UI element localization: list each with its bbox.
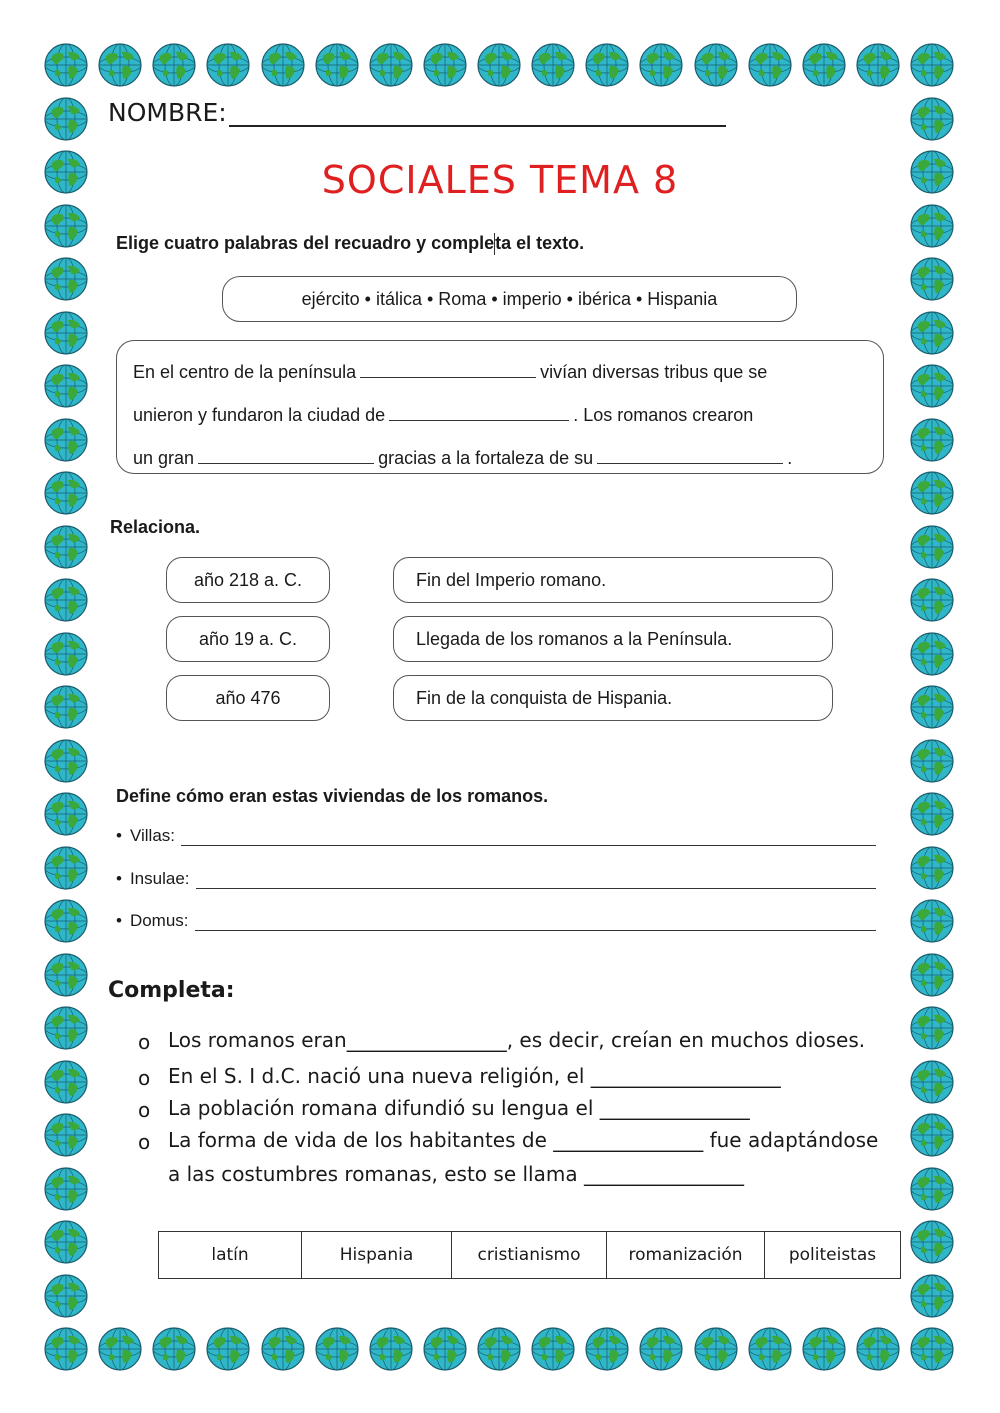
word-bank-text: ejército • itálica • Roma • imperio • ibérica • Hispania (301, 288, 718, 309)
event-pill-1[interactable]: Fin del Imperio romano. (393, 557, 833, 603)
globe-icon (97, 42, 143, 88)
word-bank-cell[interactable]: cristianismo (452, 1232, 607, 1279)
globe-icon (909, 738, 955, 784)
globe-icon (693, 1326, 739, 1372)
globe-icon (693, 42, 739, 88)
globe-icon (909, 1112, 955, 1158)
globe-icon (43, 470, 89, 516)
sentence-1[interactable]: Los romanos eran________________, es decir, creían en muchos dioses. (168, 1028, 866, 1052)
globe-icon (909, 1326, 955, 1372)
bullet-4: o (138, 1130, 151, 1154)
globe-icon (909, 203, 955, 249)
bullet-3: o (138, 1098, 151, 1122)
section4-title: Completa: (108, 978, 235, 1003)
globe-icon (205, 42, 251, 88)
globe-icon (638, 42, 684, 88)
globe-icon (855, 1326, 901, 1372)
section2-instruction: Relaciona. (110, 517, 201, 537)
text-line-3: un gran gracias a la fortaleza de su . (133, 437, 867, 480)
globe-icon (151, 42, 197, 88)
page-title: SOCIALES TEMA 8 (321, 158, 679, 202)
globe-icon (43, 1059, 89, 1105)
globe-icon (43, 363, 89, 409)
globe-icon (43, 42, 89, 88)
globe-icon (43, 1166, 89, 1212)
globe-icon (909, 1219, 955, 1265)
define-row-insulae: • Insulae: (116, 869, 876, 889)
globe-icon (43, 1326, 89, 1372)
globe-icon (909, 684, 955, 730)
define-row-domus: • Domus: (116, 911, 876, 931)
globe-icon (801, 1326, 847, 1372)
globe-icon (43, 791, 89, 837)
globe-icon (909, 417, 955, 463)
globe-icon (422, 1326, 468, 1372)
globe-icon (909, 577, 955, 623)
globe-icon (43, 577, 89, 623)
date-pill-3[interactable]: año 476 (166, 675, 330, 721)
globe-icon (43, 256, 89, 302)
globe-icon (43, 631, 89, 677)
event-pill-3[interactable]: Fin de la conquista de Hispania. (393, 675, 833, 721)
globe-icon (97, 1326, 143, 1372)
globe-icon (260, 1326, 306, 1372)
globe-icon (368, 1326, 414, 1372)
globe-icon (909, 470, 955, 516)
globe-icon (909, 1273, 955, 1319)
globe-icon (422, 42, 468, 88)
globe-icon (476, 42, 522, 88)
globe-icon (43, 952, 89, 998)
text-line-2: unieron y fundaron la ciudad de . Los romanos crearon (133, 394, 867, 437)
globe-icon (909, 631, 955, 677)
date-pill-2[interactable]: año 19 a. C. (166, 616, 330, 662)
bullet-1: o (138, 1030, 151, 1054)
globe-icon (43, 96, 89, 142)
globe-icon (43, 898, 89, 944)
globe-icon (747, 42, 793, 88)
globe-icon (43, 310, 89, 356)
globe-icon (909, 42, 955, 88)
word-bank-cell[interactable]: latín (159, 1232, 302, 1279)
word-bank-table (158, 1231, 901, 1279)
word-bank-cell[interactable]: romanización (607, 1232, 765, 1279)
blank-1[interactable] (360, 359, 536, 378)
name-field[interactable] (108, 98, 726, 127)
globe-icon (909, 845, 955, 891)
globe-icon (909, 96, 955, 142)
globe-icon (43, 1005, 89, 1051)
globe-icon (205, 1326, 251, 1372)
word-bank-row (159, 1232, 901, 1279)
globe-icon (909, 791, 955, 837)
globe-icon (530, 42, 576, 88)
globe-icon (909, 1005, 955, 1051)
text-line-1: En el centro de la península vivían diversas tribus que se (133, 351, 867, 394)
globe-icon (909, 363, 955, 409)
globe-icon (855, 42, 901, 88)
word-bank-box (222, 276, 797, 322)
bullet-2: o (138, 1066, 151, 1090)
fill-text-box (116, 340, 884, 474)
globe-icon (43, 1112, 89, 1158)
globe-icon (530, 1326, 576, 1372)
blank-4[interactable] (597, 445, 783, 464)
sentence-4[interactable]: La forma de vida de los habitantes de _______________ fue adaptándose (168, 1128, 879, 1152)
globe-icon (314, 42, 360, 88)
globe-icon (260, 42, 306, 88)
name-label: NOMBRE: (108, 98, 227, 127)
globe-icon (638, 1326, 684, 1372)
sentence-2[interactable]: En el S. I d.C. nació una nueva religión, el ___________________ (168, 1064, 781, 1088)
sentence-3[interactable]: La población romana difundió su lengua el _______________ (168, 1096, 750, 1120)
define-line-villas[interactable] (181, 829, 876, 846)
globe-icon (43, 684, 89, 730)
globe-icon (43, 203, 89, 249)
sentence-4-cont[interactable]: a las costumbres romanas, esto se llama ________________ (168, 1162, 744, 1186)
globe-icon (909, 256, 955, 302)
section3-instruction: Define cómo eran estas viviendas de los romanos. (116, 786, 549, 806)
globe-icon (801, 42, 847, 88)
globe-icon (584, 42, 630, 88)
globe-icon (151, 1326, 197, 1372)
define-row-villas: • Villas: (116, 826, 876, 846)
globe-icon (43, 1219, 89, 1265)
word-bank-cell[interactable]: Hispania (302, 1232, 452, 1279)
globe-icon (43, 845, 89, 891)
globe-icon (909, 310, 955, 356)
globe-icon (43, 1273, 89, 1319)
globe-icon (43, 738, 89, 784)
globe-icon (909, 952, 955, 998)
globe-icon (43, 524, 89, 570)
blank-3[interactable] (198, 445, 374, 464)
define-line-domus[interactable] (195, 914, 876, 931)
globe-icon (909, 1059, 955, 1105)
name-line[interactable] (229, 101, 726, 127)
globe-icon (747, 1326, 793, 1372)
globe-icon (909, 1166, 955, 1212)
globe-icon (476, 1326, 522, 1372)
define-line-insulae[interactable] (196, 872, 877, 889)
globe-icon (584, 1326, 630, 1372)
globe-icon (43, 417, 89, 463)
blank-2[interactable] (389, 402, 569, 421)
globe-icon (909, 898, 955, 944)
globe-icon (314, 1326, 360, 1372)
date-pill-1[interactable]: año 218 a. C. (166, 557, 330, 603)
word-bank-cell[interactable]: politeistas (765, 1232, 901, 1279)
globe-icon (368, 42, 414, 88)
section1-instruction: Elige cuatro palabras del recuadro y completa el texto. (116, 233, 584, 255)
globe-icon (909, 524, 955, 570)
event-pill-2[interactable]: Llegada de los romanos a la Península. (393, 616, 833, 662)
